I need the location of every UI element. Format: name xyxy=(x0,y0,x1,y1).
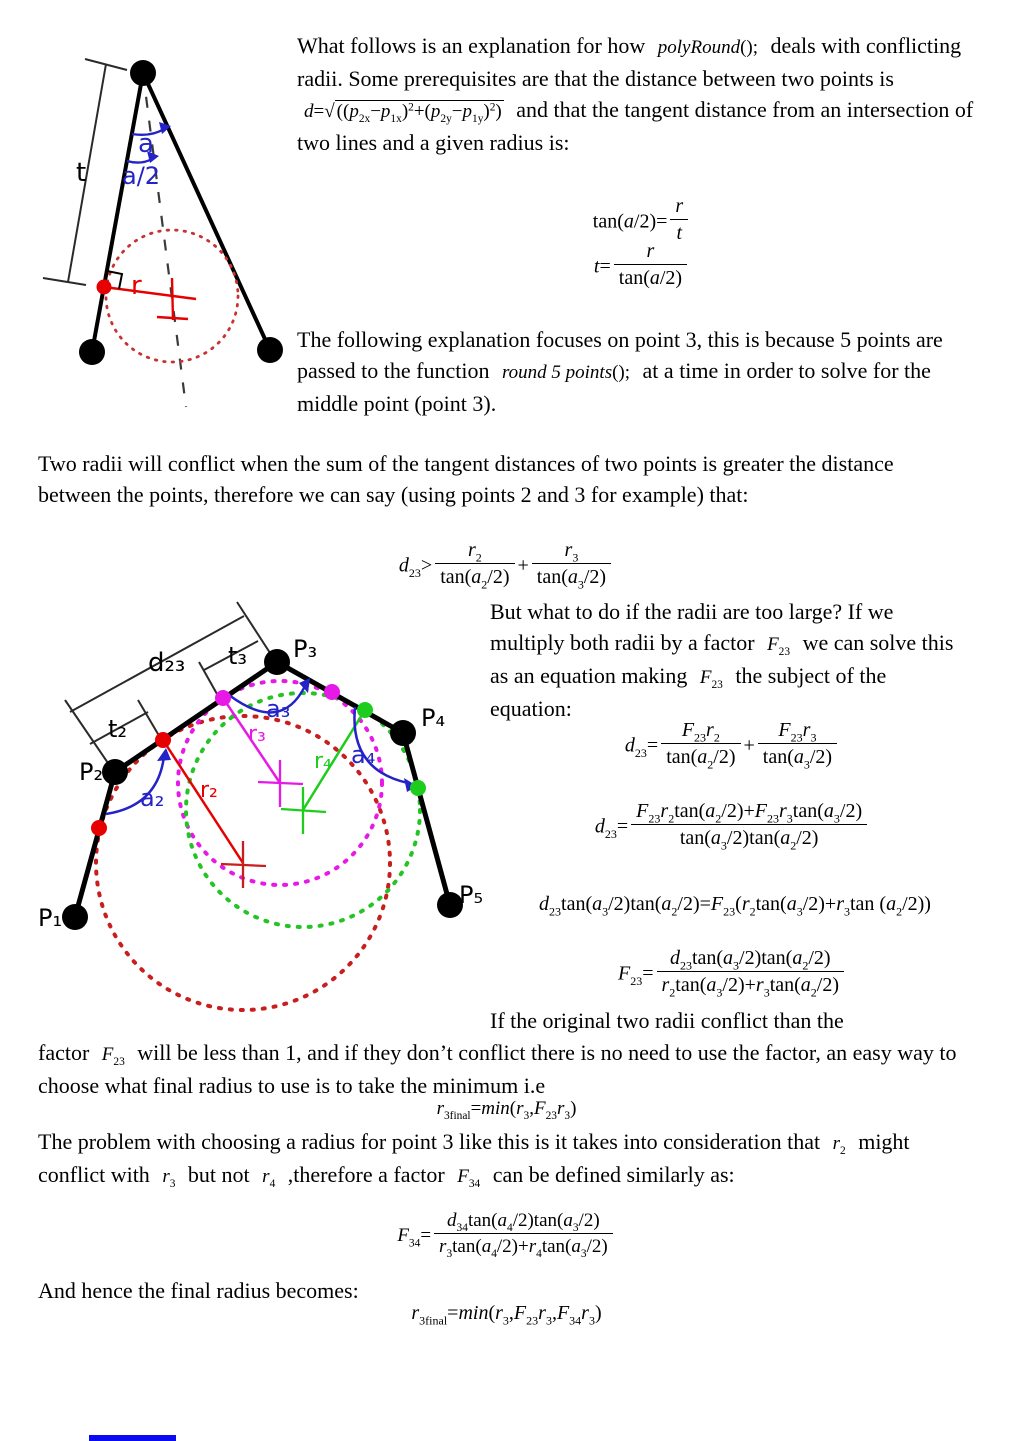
t2-label: t₂ xyxy=(108,715,128,743)
p1-vertex-dot xyxy=(62,904,88,930)
focus-paragraph xyxy=(297,324,981,419)
formula-f23: $F_{23}=$ $\frac{d_{23}\tan(a_3/2)\tan(a_2/2)}{r_2\tan(a_3/2)+r_3\tan(a_2/2)}$ xyxy=(480,950,985,1000)
a3-label: a₃ xyxy=(266,695,291,723)
focus-text-2: at a time in order to solve for the middle point (point 3). xyxy=(297,358,931,416)
intro-text-1: What follows is an explanation for how xyxy=(297,33,646,58)
formula-r3final-min2: $r_{3final}=\min(r_3,F_{23}r_3)$ xyxy=(436,1098,577,1123)
tangent-point-dot xyxy=(97,280,112,295)
final-radius-text: And hence the final radius becomes: xyxy=(38,1278,359,1303)
r4-tangent-dot-2 xyxy=(410,780,426,796)
r4-inline-math: $r_4$ xyxy=(262,1166,276,1191)
problem-text-2: might conflict with xyxy=(38,1129,910,1187)
original-conflict-lead-line xyxy=(490,1005,990,1036)
right-edge-line xyxy=(143,73,270,350)
polyround-inline-math: polyRound(); xyxy=(657,37,759,58)
formula-r3final-min3: $r_{3final}=\min(r_3,F_{23}r_3,F_{34}r_3)$ xyxy=(411,1302,602,1328)
round5points-inline-math: round 5 points(); xyxy=(501,362,631,383)
problem-text-5: can be defined similarly as: xyxy=(492,1162,735,1187)
problem-text-1: The problem with choosing a radius for point 3 like this is it takes into consideration that xyxy=(38,1129,821,1154)
r2-tangent-dot-2 xyxy=(91,820,107,836)
figure-polygon-radii-diagram xyxy=(20,595,490,1035)
too-large-text-2: we can solve this as an equation making xyxy=(490,630,954,688)
r2-center-cross xyxy=(221,841,266,888)
r2-inline-math: $r_2$ xyxy=(832,1133,846,1158)
f23-inline-math-2: $F_{23}$ xyxy=(699,667,723,692)
original-conflict-line1: If the original two radii conflict than the xyxy=(490,1008,844,1033)
formula-tan-half: tan(a/2)= $\frac{r}{t}$ xyxy=(297,198,987,248)
problem-text-3: but not xyxy=(187,1162,250,1187)
f34-inline-math: $F_{34}$ xyxy=(457,1166,481,1191)
r3-label: r₃ xyxy=(248,722,266,747)
apex-vertex-dot xyxy=(130,60,156,86)
too-large-text-1: But what to do if the radii are too large? If we multiply both radii by a factor xyxy=(490,599,894,655)
p5-label: P₅ xyxy=(459,881,484,909)
formula-d23-factored: $d_{23}=$ $\frac{F_{23}r_2}{\tan(a_2/2)}$ + $\frac{F_{23}r_3}{\tan(a_3/2)}$ xyxy=(480,722,985,772)
distance-inline-formula: d=√ $((p_{2x}-p_{1x})^2+(p_{2y}-p_{1y})^2)$ xyxy=(304,101,502,126)
focus-text-1: The following explanation focuses on point 3, this is because 5 points are passed to the function xyxy=(297,327,943,383)
d23-label: d₂₃ xyxy=(148,648,186,678)
problem-text-4: ,therefore a factor xyxy=(287,1162,445,1187)
formula-d23-cross-multiplied: $d_{23}\tan(a_3/2)\tan(a_2/2)=F_{23}(r_2\tan(a_3/2)+r_3\tan$ $(a_2/2)$) xyxy=(539,893,931,919)
r2-tangent-dot-1 xyxy=(155,732,171,748)
p3-vertex-dot xyxy=(264,649,290,675)
formula-d23-gt: $d_{23}>$ $\frac{r_2}{\tan(a_2/2)}$ + $\frac{r_3}{\tan(a_3/2)}$ xyxy=(0,542,1013,592)
intro-text-2: deals with conflicting radii. Some prerequisites are that the distance between two points is xyxy=(297,33,962,91)
conflict-text: Two radii will conflict when the sum of the tangent distances of two points is greater the distance between the points, therefore we can say (using points 2 and 3 for example) that: xyxy=(38,451,894,507)
a-half-label: a/2 xyxy=(122,162,161,190)
formula-d23-combined: $d_{23}=$ $\frac{F_{23}r_2\tan(a_2/2)+F_{23}r_3\tan(a_3/2)}{\tan(a_3/2)\tan(a_2/2)}$ xyxy=(480,803,985,853)
a-label: a xyxy=(138,129,154,159)
r2-label: r₂ xyxy=(200,778,218,803)
r4-label: r₄ xyxy=(314,749,332,774)
r3-tangent-dot-2 xyxy=(324,684,340,700)
t-label: t xyxy=(76,158,87,188)
bottom-left-vertex-dot xyxy=(79,339,105,365)
r3-center-cross xyxy=(258,760,303,807)
bottom-right-vertex-dot xyxy=(257,337,283,363)
too-large-text-3: the subject of the equation: xyxy=(490,663,887,721)
left-edge-line xyxy=(92,73,143,352)
p2-label: P₂ xyxy=(79,758,104,786)
intro-paragraph xyxy=(297,30,981,158)
formula-f34: $F_{34}=$ $\frac{d_{34}\tan(a_4/2)\tan(a_3/2)}{r_3\tan(a_4/2)+r_4\tan(a_3/2)}$ xyxy=(0,1213,1013,1261)
r4-center-cross xyxy=(281,787,326,834)
r-label: r xyxy=(131,271,142,301)
p3-label: P₃ xyxy=(293,635,318,663)
original-conflict-text-2: will be less than 1, and if they don’t conflict there is no need to use the factor, an easy way to choose what final radius to use is to take the minimum i.e xyxy=(38,1040,957,1098)
t3-label: t₃ xyxy=(228,642,248,670)
p2-vertex-dot xyxy=(102,759,128,785)
radius-line-and-center-cross xyxy=(104,278,196,320)
f23-inline-math-1: $F_{23}$ xyxy=(767,634,791,659)
p4-vertex-dot xyxy=(390,720,416,746)
conflict-paragraph xyxy=(38,448,968,510)
original-conflict-text-1: factor xyxy=(38,1040,90,1065)
too-large-paragraph xyxy=(490,596,972,724)
r3-inline-math: $r_3$ xyxy=(162,1166,176,1191)
figure-tangent-distance-diagram xyxy=(25,40,305,420)
original-conflict-paragraph xyxy=(38,1037,988,1101)
r4-tangent-dot-1 xyxy=(357,702,373,718)
a2-label: a₂ xyxy=(140,784,165,812)
a4-label: a₄ xyxy=(351,741,376,769)
f23-inline-math-3: $F_{23}$ xyxy=(101,1044,125,1069)
r3-tangent-dot-1 xyxy=(215,690,231,706)
problem-paragraph xyxy=(38,1126,973,1192)
p4-label: P₄ xyxy=(421,704,446,732)
intro-text-3: and that the tangent distance from an intersection of two lines and a given radius is: xyxy=(297,97,974,155)
p1-label: P₁ xyxy=(38,904,63,932)
bottom-blue-mark xyxy=(89,1435,176,1441)
formula-t-eq: t= $\frac{r}{\tan(a/2)}$ xyxy=(297,243,987,293)
